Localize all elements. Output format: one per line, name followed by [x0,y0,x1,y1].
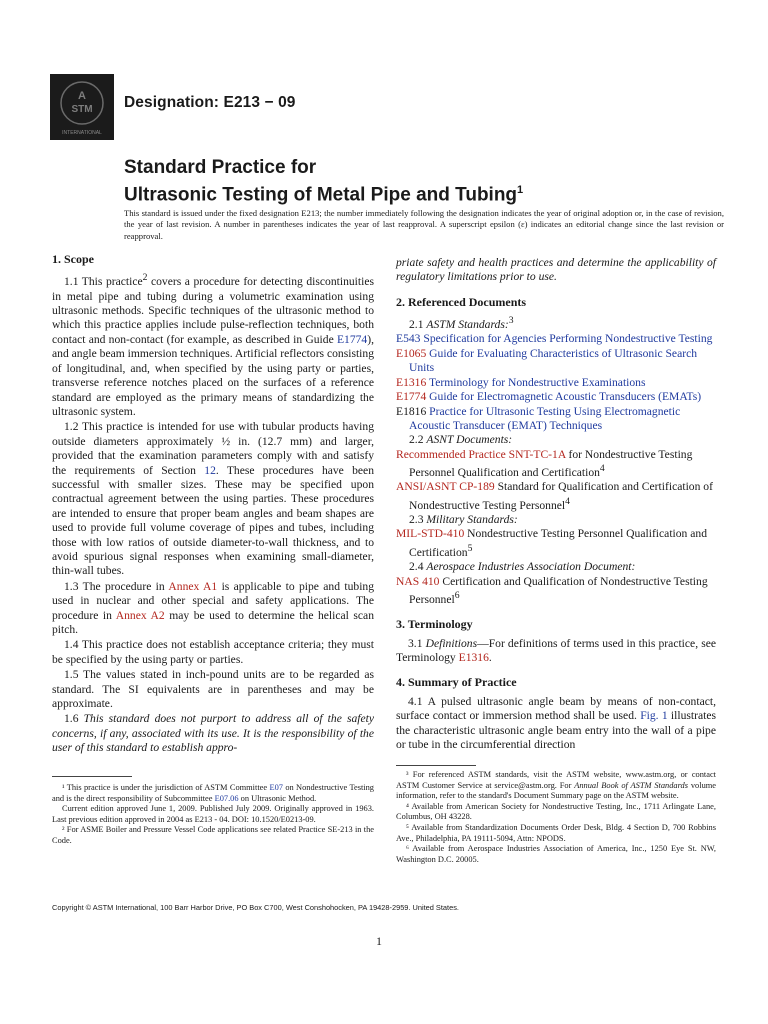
ref-e543-title[interactable]: Specification for Agencies Performing Nondestructive Testing [420,332,713,346]
page-number: 1 [376,934,382,948]
continued-safety-text: priate safety and health practices and determine the applicability of regulatory limitations prior to use. [396,256,716,284]
fn1-text-b: on Nondestructive Testing and is the direct responsibility of Subcommittee [52,783,374,803]
subheading-astm-standards [396,314,716,332]
section-heading-summary: 4. Summary of Practice [396,675,517,690]
link-e1316[interactable]: E1316 [396,375,427,389]
r2-3-num: 2.3 [409,513,427,527]
footnotes-left [52,783,374,847]
fn1-text-a: ¹ This practice is under the jurisdiction of ASTM Committee [62,783,270,792]
s4-1-text-b: illustrates the characteristic ultrasonic angle beam entry into the wall of a pipe or tube in the circumferential direction [396,709,716,752]
t3-1-end: . [488,651,492,665]
link-e1316-terminology[interactable]: E1316 [458,651,489,665]
footnote-5: ⁵ Available from Standardization Documents Order Desk, Bldg. 4 Section D, 700 Robbins Ave., Philadelphia, PA 19111-5094, Attn: NPODS. [396,822,716,843]
p1-6-text-a: 1.6 [64,712,84,726]
link-e1065[interactable]: E1065 [396,346,427,360]
paragraph-1-3 [52,580,374,638]
r2-2-label: ASNT Documents: [426,433,513,447]
ref-nas-title: Certification and Qualification of Nondestructive Testing Personnel [409,574,708,606]
ref-snt-title: for Nondestructive Testing Personnel Qualification and Certification [409,447,693,479]
svg-text:STM: STM [71,104,93,115]
footnote-3 [396,770,716,802]
ref-e1316-title[interactable]: Terminology for Nondestructive Examinations [426,375,646,389]
subheading-asnt-documents [396,433,716,447]
link-snt-tc-1a[interactable]: Recommended Practice SNT-TC-1A [396,447,566,461]
t3-1-text: —For definitions of terms used in this practice, see Terminology [396,636,716,665]
r2-1-label: ASTM Standards: [426,318,509,332]
ref-e1774 [396,390,716,404]
svg-text:A: A [78,90,86,102]
fn3-text-b: volume information, refer to the standard's Document Summary page on the ASTM website. [396,780,716,801]
s4-1-text-a: 4.1 A pulsed ultrasonic angle beam by means of non-contact, surface contact or immersion method shall be used. [396,694,716,723]
p1-3-text-a: 1.3 The procedure in [64,579,169,593]
ref-mil-title: Nondestructive Testing Personnel Qualification and Certification [409,527,707,559]
link-e1774-ref[interactable]: E1774 [396,390,427,404]
ref-e1774-title[interactable]: Guide for Electromagnetic Acoustic Transducers (EMATs) [426,390,702,404]
designation-notice: This standard is issued under the fixed designation E213; the number immediately following the designation indicates the year of original adoption or, in the case of revision, the year of last revision. A number in parentheses indicates the year of last reapproval. A superscript epsilon (ε) indicates an editorial change since the last revision or reapproval. [124,208,724,241]
left-column [52,252,374,756]
right-column [396,256,716,752]
subheading-military-standards [396,513,716,527]
t3-1-num: 3.1 [408,636,426,650]
subheading-aia-document [396,560,716,574]
section-heading-terminology: 3. Terminology [396,617,473,632]
p1-1-text-a: 1.1 This practice [64,275,143,289]
paragraph-4-1 [396,695,716,753]
r2-4-num: 2.4 [409,560,427,574]
p1-1-text-c: ), and angle beam immersion techniques. Artificial reflectors consisting of longitudinal, and, when specified by the using party or parties, transverse reference notches placed on the surfaces of a reference standard are employed as the primary means of standardizing the ultrasonic system. [52,332,374,418]
footnote-2: ² For ASME Boiler and Pressure Vessel Code applications see related Practice SE-213 in the Code. [52,825,374,845]
p1-3-text-b: is applicable to pipe and tubing used in nuclear and other special and safety applications. The procedure in [52,579,375,622]
p1-2-text-b: . These procedures have been successful with smaller sizes. These may be specified upon contractual agreement between the using parties. These procedures are intended to ensure that proper beam angles and beam shapes are used to provide full volume coverage of pipes and tubes, including those with low ratios of outside diameter-to-wall thickness, and to avoid spurious signal responses when examining small-diameter, thin-wall tubes. [52,463,374,578]
ref-snt-tc-1a [396,448,716,481]
link-nas-410[interactable]: NAS 410 [396,574,440,588]
link-mil-std-410[interactable]: MIL-STD-410 [396,527,465,541]
p1-3-text-c: may be used to determine the helical scan pitch. [52,608,374,637]
copyright-line: Copyright © ASTM International, 100 Barr Harbor Drive, PO Box C700, West Conshohocken, PA 19428-2959. United States. [52,903,459,912]
ref-cp189-title: Standard for Qualification and Certification of Nondestructive Testing Personnel [409,480,713,512]
link-annex-a1[interactable]: Annex A1 [168,579,218,593]
designation [124,94,296,112]
footnote-rule-left [52,776,132,777]
section-heading-scope: 1. Scope [52,252,94,266]
r2-3-label: Military Standards: [426,513,518,527]
fn3-text-a: ³ For referenced ASTM standards, visit the ASTM website, www.astm.org, or contact ASTM Customer Service at service@astm.org. For [396,770,716,790]
footnote-mark-6: 6 [454,589,460,601]
t3-1-italic: Definitions [425,636,478,650]
link-e543[interactable]: E543 [396,332,421,346]
paragraph-1-6 [52,712,374,755]
link-fig-1[interactable]: Fig. 1 [640,709,668,723]
r2-4-label: Aerospace Industries Association Document: [426,560,636,574]
title-line-1: Standard Practice for [124,157,317,178]
p1-2-text-a: 1.2 This practice is intended for use with tubular products having outside diameters approximately ½ in. (12.7 mm) and larger, provided that the examination parameters comply with and satisfy the requirements of Section [52,420,374,477]
footnote-rule-right [396,765,476,766]
footnotes-right [396,770,716,865]
ref-e1065 [396,347,716,376]
footnote-mark-4b: 4 [565,495,570,507]
r2-1-num: 2.1 [409,318,427,332]
link-annex-a2[interactable]: Annex A2 [115,608,165,622]
footnote-1-edition: Current edition approved June 1, 2009. Published July 2009. Originally approved in 1963. Last previous edition approved in 2004 as E213 - 04. DOI: 10.1520/E0213-09. [52,804,374,824]
astm-logo [50,74,114,140]
document-title [124,156,724,206]
title-footnote-mark: 1 [517,184,524,196]
link-cp-189[interactable]: ANSI/ASNT CP-189 [396,480,495,494]
fn1-text-c: on Ultrasonic Method. [238,793,317,803]
footnote-1 [52,783,374,804]
ref-e1316 [396,376,716,390]
svg-text:INTERNATIONAL: INTERNATIONAL [62,130,102,136]
footnote-6: ⁶ Available from Aerospace Industries Association of America, Inc., 1250 Eye St. NW, Washington D.C. 20005. [396,844,716,864]
ref-mil-std-410 [396,527,716,560]
link-committee-e07[interactable]: E07 [269,783,283,792]
ref-cp-189 [396,480,716,513]
title-line-2-text: Ultrasonic Testing of Metal Pipe and Tubing [124,184,518,206]
paragraph-1-4: 1.4 This practice does not establish acceptance criteria; they must be specified by the using party or parties. [52,638,374,666]
ref-e1816-code: E1816 [396,404,427,418]
link-section-12[interactable]: 12 [204,463,216,477]
fn3-italic: Annual Book of ASTM Standards [574,780,689,790]
link-e1774[interactable]: E1774 [336,332,368,346]
footnote-mark-4a: 4 [599,463,605,475]
ref-nas-410 [396,575,716,608]
footnote-4: ⁴ Available from American Society for Nondestructive Testing, Inc., 1711 Arlingate Lane, Columbus, OH 43228. [396,801,716,822]
paragraph-1-1 [52,271,374,419]
footnote-mark-3: 3 [508,315,514,327]
ref-e1816 [396,405,716,434]
designation-label: Designation: [124,94,220,111]
paragraph-1-2 [52,420,374,578]
paragraph-3-1 [396,637,716,666]
footnote-mark-2: 2 [142,272,148,284]
p1-1-text-b: covers a procedure for detecting discontinuities in metal pipe and tubing during a volumetric examination using ultrasonic methods. Specific techniques of the ultrasonic method to which this practice applies include pulse-reflection techniques, both contact and non-contact (for example, as described in Guide [52,275,375,346]
ref-e1816-title[interactable]: Practice for Ultrasonic Testing Using Electromagnetic Acoustic Transducer (EMAT) Techniques [409,404,681,432]
r2-2-num: 2.2 [409,433,427,447]
ref-e543 [396,332,716,346]
title-line-2 [124,179,724,206]
paragraph-1-5: 1.5 The values stated in inch-pound units are to be regarded as standard. The SI equivalents are in parentheses and may be approximate. [52,668,374,711]
section-heading-referenced-documents: 2. Referenced Documents [396,294,527,309]
link-subcommittee-e07-06[interactable]: E07.06 [214,793,239,803]
footnote-mark-5: 5 [467,542,473,554]
ref-e1065-title[interactable]: Guide for Evaluating Characteristics of Ultrasonic Search Units [409,346,698,375]
p1-6-italic: This standard does not purport to address all of the safety concerns, if any, associated with its use. It is the responsibility of the user of this standard to establish appro- [52,712,374,755]
designation-value: E213 − 09 [223,94,296,111]
